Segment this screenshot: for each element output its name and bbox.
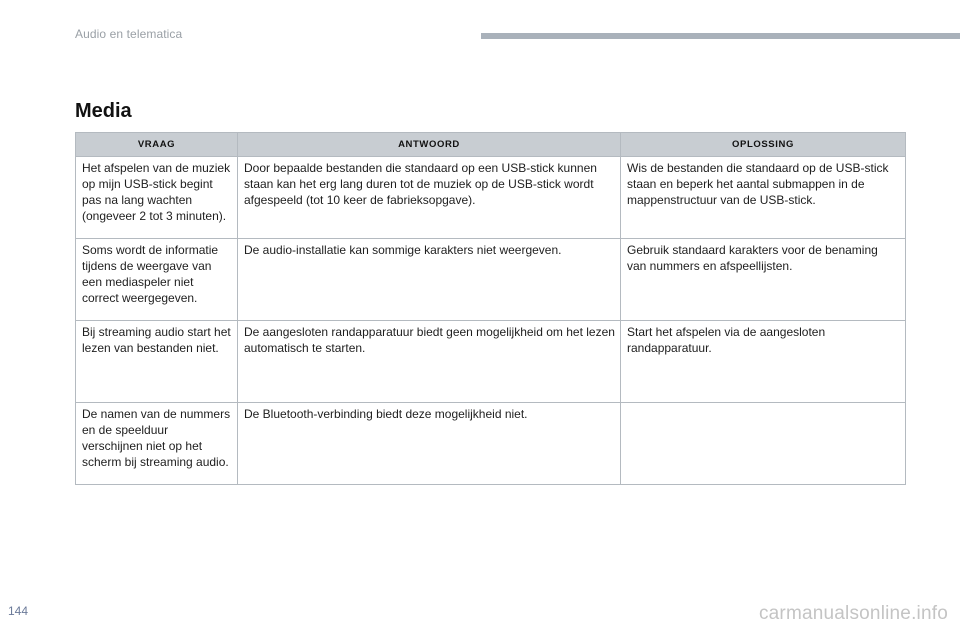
solution-cell: Wis de bestanden die standaard op de USB-stick staan en beperk het aantal submappen in de mappenstructuur van de USB-stick. [621,157,906,239]
solution-cell: Gebruik standaard karakters voor de benaming van nummers en afspeellijsten. [621,239,906,321]
solution-cell: Start het afspelen via de aangesloten randapparatuur. [621,321,906,403]
section-label: Audio en telematica [75,27,183,41]
question-cell: Soms wordt de informatie tijdens de weergave van een mediaspeler niet correct weergegeven. [76,239,238,321]
header-bar [481,33,960,39]
question-cell: De namen van de nummers en de speelduur verschijnen niet op het scherm bij streaming audio. [76,403,238,485]
column-header-question: VRAAG [76,133,238,157]
question-cell: Het afspelen van de muziek op mijn USB-stick begint pas na lang wachten (ongeveer 2 tot 3 minuten). [76,157,238,239]
table-row [76,321,906,403]
question-cell: Bij streaming audio start het lezen van bestanden niet. [76,321,238,403]
answer-cell: De Bluetooth-verbinding biedt deze mogelijkheid niet. [238,403,621,485]
page-title: Media [75,100,132,122]
answer-cell: Door bepaalde bestanden die standaard op een USB-stick kunnen staan kan het erg lang duren tot de muziek op de USB-stick wordt afgespeeld (tot 10 keer de fabrieksopgave). [238,157,621,239]
table-header-row [76,133,906,157]
watermark: carmanualsonline.info [758,603,948,624]
answer-cell: De aangesloten randapparatuur biedt geen mogelijkheid om het lezen automatisch te starten. [238,321,621,403]
column-header-solution: OPLOSSING [621,133,906,157]
column-header-answer: ANTWOORD [238,133,621,157]
troubleshooting-table [75,132,906,485]
table-row [76,403,906,485]
table-row [76,157,906,239]
table-row [76,239,906,321]
solution-cell [621,403,906,485]
page-number: 144 [8,604,29,618]
answer-cell: De audio-installatie kan sommige karakters niet weergeven. [238,239,621,321]
